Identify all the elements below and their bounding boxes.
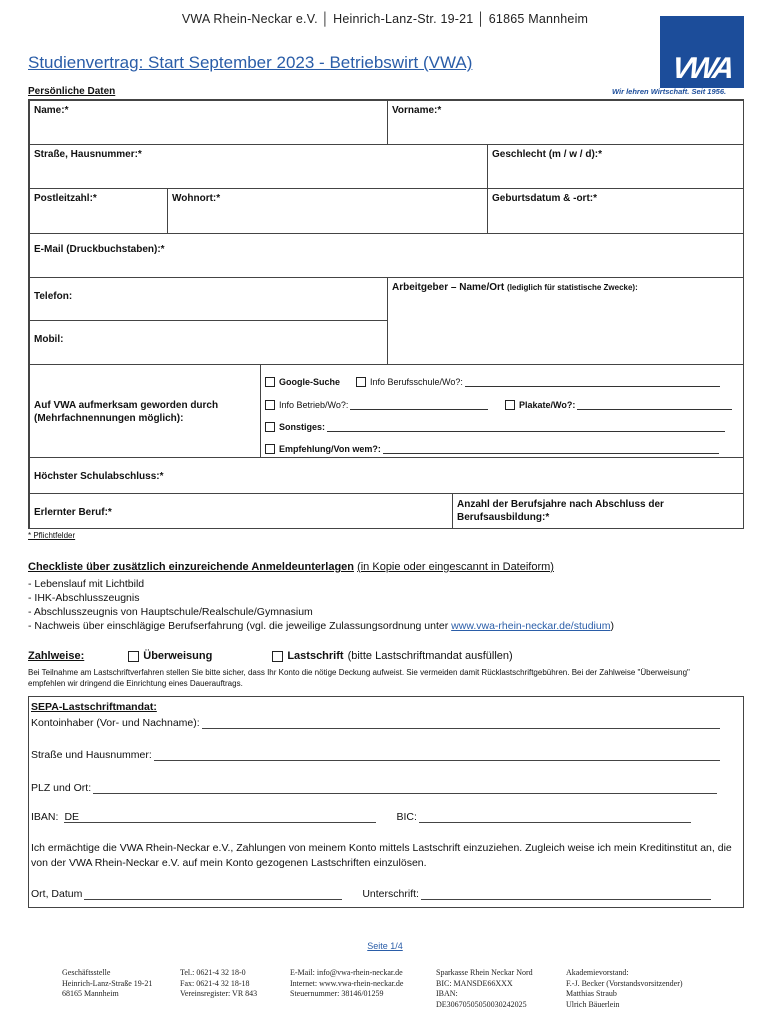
strasse-field[interactable] xyxy=(29,144,488,189)
strasse-label: Straße, Hausnummer:* xyxy=(34,149,142,160)
sonstiges-label: Sonstiges: xyxy=(279,422,326,432)
footer-board xyxy=(566,968,683,1010)
checklist-item: - Abschlusszeugnis von Hauptschule/Realschule/Gymnasium xyxy=(28,606,313,618)
pflichtfelder-note: * Pflichtfelder xyxy=(28,531,76,540)
sepa-iban-label: IBAN: xyxy=(31,811,59,823)
option-betrieb[interactable] xyxy=(265,400,488,410)
geburt-label: Geburtsdatum & -ort:* xyxy=(492,193,597,204)
checklist-title-note: (in Kopie oder eingescannt in Dateiform) xyxy=(357,561,554,573)
footer-bank xyxy=(436,968,533,1010)
email-field[interactable] xyxy=(29,233,744,278)
schulabschluss-field[interactable] xyxy=(29,457,744,494)
wohnort-field[interactable] xyxy=(167,188,488,234)
option-empfehlung[interactable] xyxy=(265,444,719,454)
option-google[interactable] xyxy=(265,377,340,387)
unterschrift-label: Unterschrift: xyxy=(362,888,419,900)
footer-line: Akademievorstand: xyxy=(566,968,629,977)
footer-line: Heinrich-Lanz-Straße 19-21 xyxy=(62,978,153,988)
checklist-item xyxy=(28,619,614,633)
arbeitgeber-note: (lediglich für statistische Zwecke): xyxy=(507,283,638,292)
sepa-bic-label: BIC: xyxy=(396,811,417,823)
berufsschule-line[interactable] xyxy=(465,378,720,387)
footer-line: F.-J. Becker (Vorstandsvorsitzender) xyxy=(566,978,683,988)
unterschrift-input[interactable] xyxy=(421,888,711,900)
checklist-item: - IHK-Abschlusszeugnis xyxy=(28,592,140,604)
ort-datum-label: Ort, Datum xyxy=(31,888,83,900)
google-checkbox[interactable] xyxy=(265,377,275,387)
page-number: Seite 1/4 xyxy=(367,941,403,951)
checklist-item: - Lebenslauf mit Lichtbild xyxy=(28,578,145,590)
empfehlung-line[interactable] xyxy=(383,445,719,454)
plakate-label: Plakate/Wo?: xyxy=(519,400,576,410)
header-address: VWA Rhein-Neckar e.V. │ Heinrich-Lanz-Str. 19-21 │ 61865 Mannheim xyxy=(181,12,589,26)
schulabschluss-label: Höchster Schulabschluss:* xyxy=(34,471,164,482)
empfehlung-label: Empfehlung/Von wem?: xyxy=(279,444,381,454)
document-title: Studienvertrag: Start September 2023 - Betriebswirt (VWA) xyxy=(28,53,473,72)
mobil-label: Mobil: xyxy=(34,334,64,345)
sonstiges-line[interactable] xyxy=(327,423,725,432)
ort-datum-input[interactable] xyxy=(84,888,342,900)
studium-link[interactable]: www.vwa-rhein-neckar.de/studium xyxy=(451,620,611,632)
footer-line: Fax: 0621-4 32 18-18 xyxy=(180,978,250,988)
betrieb-label: Info Betrieb/Wo?: xyxy=(279,400,349,410)
lastschrift-checkbox[interactable] xyxy=(272,651,283,662)
footer-contact xyxy=(290,968,403,1000)
google-label: Google-Suche xyxy=(279,377,341,387)
personal-data-form xyxy=(28,99,744,529)
footer-line: Ulrich Bäuerlein xyxy=(566,999,620,1009)
sepa-plz-label: PLZ und Ort: xyxy=(31,782,92,794)
ueberweisung-label: Überweisung xyxy=(143,650,213,662)
payment-label: Zahlweise: xyxy=(28,650,85,662)
payment-note: Bei Teilnahme am Lastschriftverfahren stellen Sie bitte sicher, dass Ihr Konto die nötige Deckung aufweist. Sie vermeiden damit Rücklastschriftgebühren. Bei der Zahlweise "Überweisung" empfehlen wir dringend die Einrichtung eines Dauerauftrags. xyxy=(28,668,690,688)
wohnort-label: Wohnort:* xyxy=(172,193,221,204)
section-personal-data: Persönliche Daten xyxy=(28,86,116,97)
empfehlung-checkbox[interactable] xyxy=(265,444,275,454)
footer-line: 68165 Mannheim xyxy=(62,989,119,998)
footer-phone xyxy=(180,968,257,1000)
telefon-field[interactable] xyxy=(29,277,388,321)
footer-line: Steuernummer: 38146/01259 xyxy=(290,989,384,998)
sepa-plz-input[interactable] xyxy=(93,782,717,794)
footer-line: DE30670505050030242025 xyxy=(436,999,527,1009)
footer-line: IBAN: xyxy=(436,989,458,998)
sepa-strasse-label: Straße und Hausnummer: xyxy=(31,749,152,761)
email-label: E-Mail (Druckbuchstaben):* xyxy=(34,244,165,255)
footer-line: Geschäftsstelle xyxy=(62,968,111,977)
plakate-line[interactable] xyxy=(577,401,732,410)
aufmerksam-label: Auf VWA aufmerksam geworden durch (Mehrfachnennungen möglich): xyxy=(34,400,219,424)
sepa-inhaber-row xyxy=(31,717,720,729)
betrieb-checkbox[interactable] xyxy=(265,400,275,410)
sepa-strasse-input[interactable] xyxy=(154,749,720,761)
payment-row xyxy=(28,650,513,662)
beruf-field[interactable] xyxy=(29,493,453,529)
option-sonstiges[interactable] xyxy=(265,422,725,432)
berufsschule-checkbox[interactable] xyxy=(356,377,366,387)
sepa-iban-row xyxy=(31,811,691,823)
checklist-title xyxy=(28,561,554,573)
berufsjahre-label: Anzahl der Berufsjahre nach Abschluss der Berufsausbildung:* xyxy=(457,499,664,523)
sepa-plz-row xyxy=(31,782,717,794)
footer-line: Sparkasse Rhein Neckar Nord xyxy=(436,968,533,977)
sepa-strasse-row xyxy=(31,749,720,761)
aufmerksam-options xyxy=(260,364,744,458)
footer-line: Tel.: 0621-4 32 18-0 xyxy=(180,968,246,977)
sepa-title: SEPA-Lastschriftmandat: xyxy=(31,701,157,713)
plz-label: Postleitzahl:* xyxy=(34,193,97,204)
vorname-field[interactable] xyxy=(387,100,744,145)
sepa-authorization-text: Ich ermächtige die VWA Rhein-Neckar e.V., Zahlungen von meinem Konto mittels Lastschrift einzuziehen. Zugleich weise ich mein Kreditinstitut an, die von der VWA Rhein-Neckar e.V. auf mein Konto gezogenen Lastschriften einzulösen. xyxy=(31,842,732,869)
plakate-checkbox[interactable] xyxy=(505,400,515,410)
plz-field[interactable] xyxy=(29,188,168,234)
logo-tagline: Wir lehren Wirtschaft. Seit 1956. xyxy=(612,87,727,96)
footer-line: E-Mail: info@vwa-rhein-neckar.de xyxy=(290,968,403,977)
footer-line: BIC: MANSDE66XXX xyxy=(436,978,513,988)
arbeitgeber-field[interactable] xyxy=(387,277,744,365)
vwa-logo xyxy=(660,16,744,88)
option-berufsschule[interactable] xyxy=(356,377,720,387)
checklist-item-text: - Nachweis über einschlägige Berufserfahrung (vgl. die jeweilige Zulassungsordnung unter xyxy=(28,620,452,632)
betrieb-line[interactable] xyxy=(350,401,488,410)
sepa-inhaber-input[interactable] xyxy=(202,717,720,729)
berufsjahre-field[interactable] xyxy=(452,493,744,529)
sepa-signature-row xyxy=(31,888,711,900)
footer-line: Vereinsregister: VR 843 xyxy=(180,989,258,998)
geburt-field[interactable] xyxy=(487,188,744,234)
name-label: Name:* xyxy=(34,105,69,116)
arbeitgeber-label: Arbeitgeber – Name/Ort xyxy=(392,282,505,293)
mobil-field[interactable] xyxy=(29,320,388,365)
name-field[interactable] xyxy=(29,100,388,145)
footer-office xyxy=(62,968,152,1000)
checklist-item-close: ) xyxy=(610,620,614,632)
checklist-title-bold: Checkliste über zusätzlich einzureichende Anmeldeunterlagen xyxy=(28,561,355,573)
lastschrift-note: (bitte Lastschriftmandat ausfüllen) xyxy=(347,650,513,662)
sonstiges-checkbox[interactable] xyxy=(265,422,275,432)
checklist-items xyxy=(28,577,614,633)
ueberweisung-checkbox[interactable] xyxy=(128,651,139,662)
sepa-iban-input[interactable] xyxy=(64,811,376,823)
option-plakate[interactable] xyxy=(505,400,732,410)
footer-line: Internet: www.vwa-rhein-neckar.de xyxy=(290,978,404,988)
berufsschule-label: Info Berufsschule/Wo?: xyxy=(370,377,463,387)
sepa-mandate-box xyxy=(28,696,744,908)
lastschrift-label: Lastschrift xyxy=(287,650,344,662)
beruf-label: Erlernter Beruf:* xyxy=(34,507,112,518)
sepa-inhaber-label: Kontoinhaber (Vor- und Nachname): xyxy=(31,717,200,729)
footer-line: Matthias Straub xyxy=(566,989,617,998)
logo-text: VWA xyxy=(670,52,735,85)
geschlecht-label: Geschlecht (m / w / d):* xyxy=(492,149,603,160)
iban-prefix: DE xyxy=(64,811,80,823)
geschlecht-field[interactable] xyxy=(487,144,744,189)
sepa-bic-input[interactable] xyxy=(419,811,691,823)
aufmerksam-label-cell xyxy=(29,364,261,458)
telefon-label: Telefon: xyxy=(34,291,73,302)
vorname-label: Vorname:* xyxy=(392,105,442,116)
